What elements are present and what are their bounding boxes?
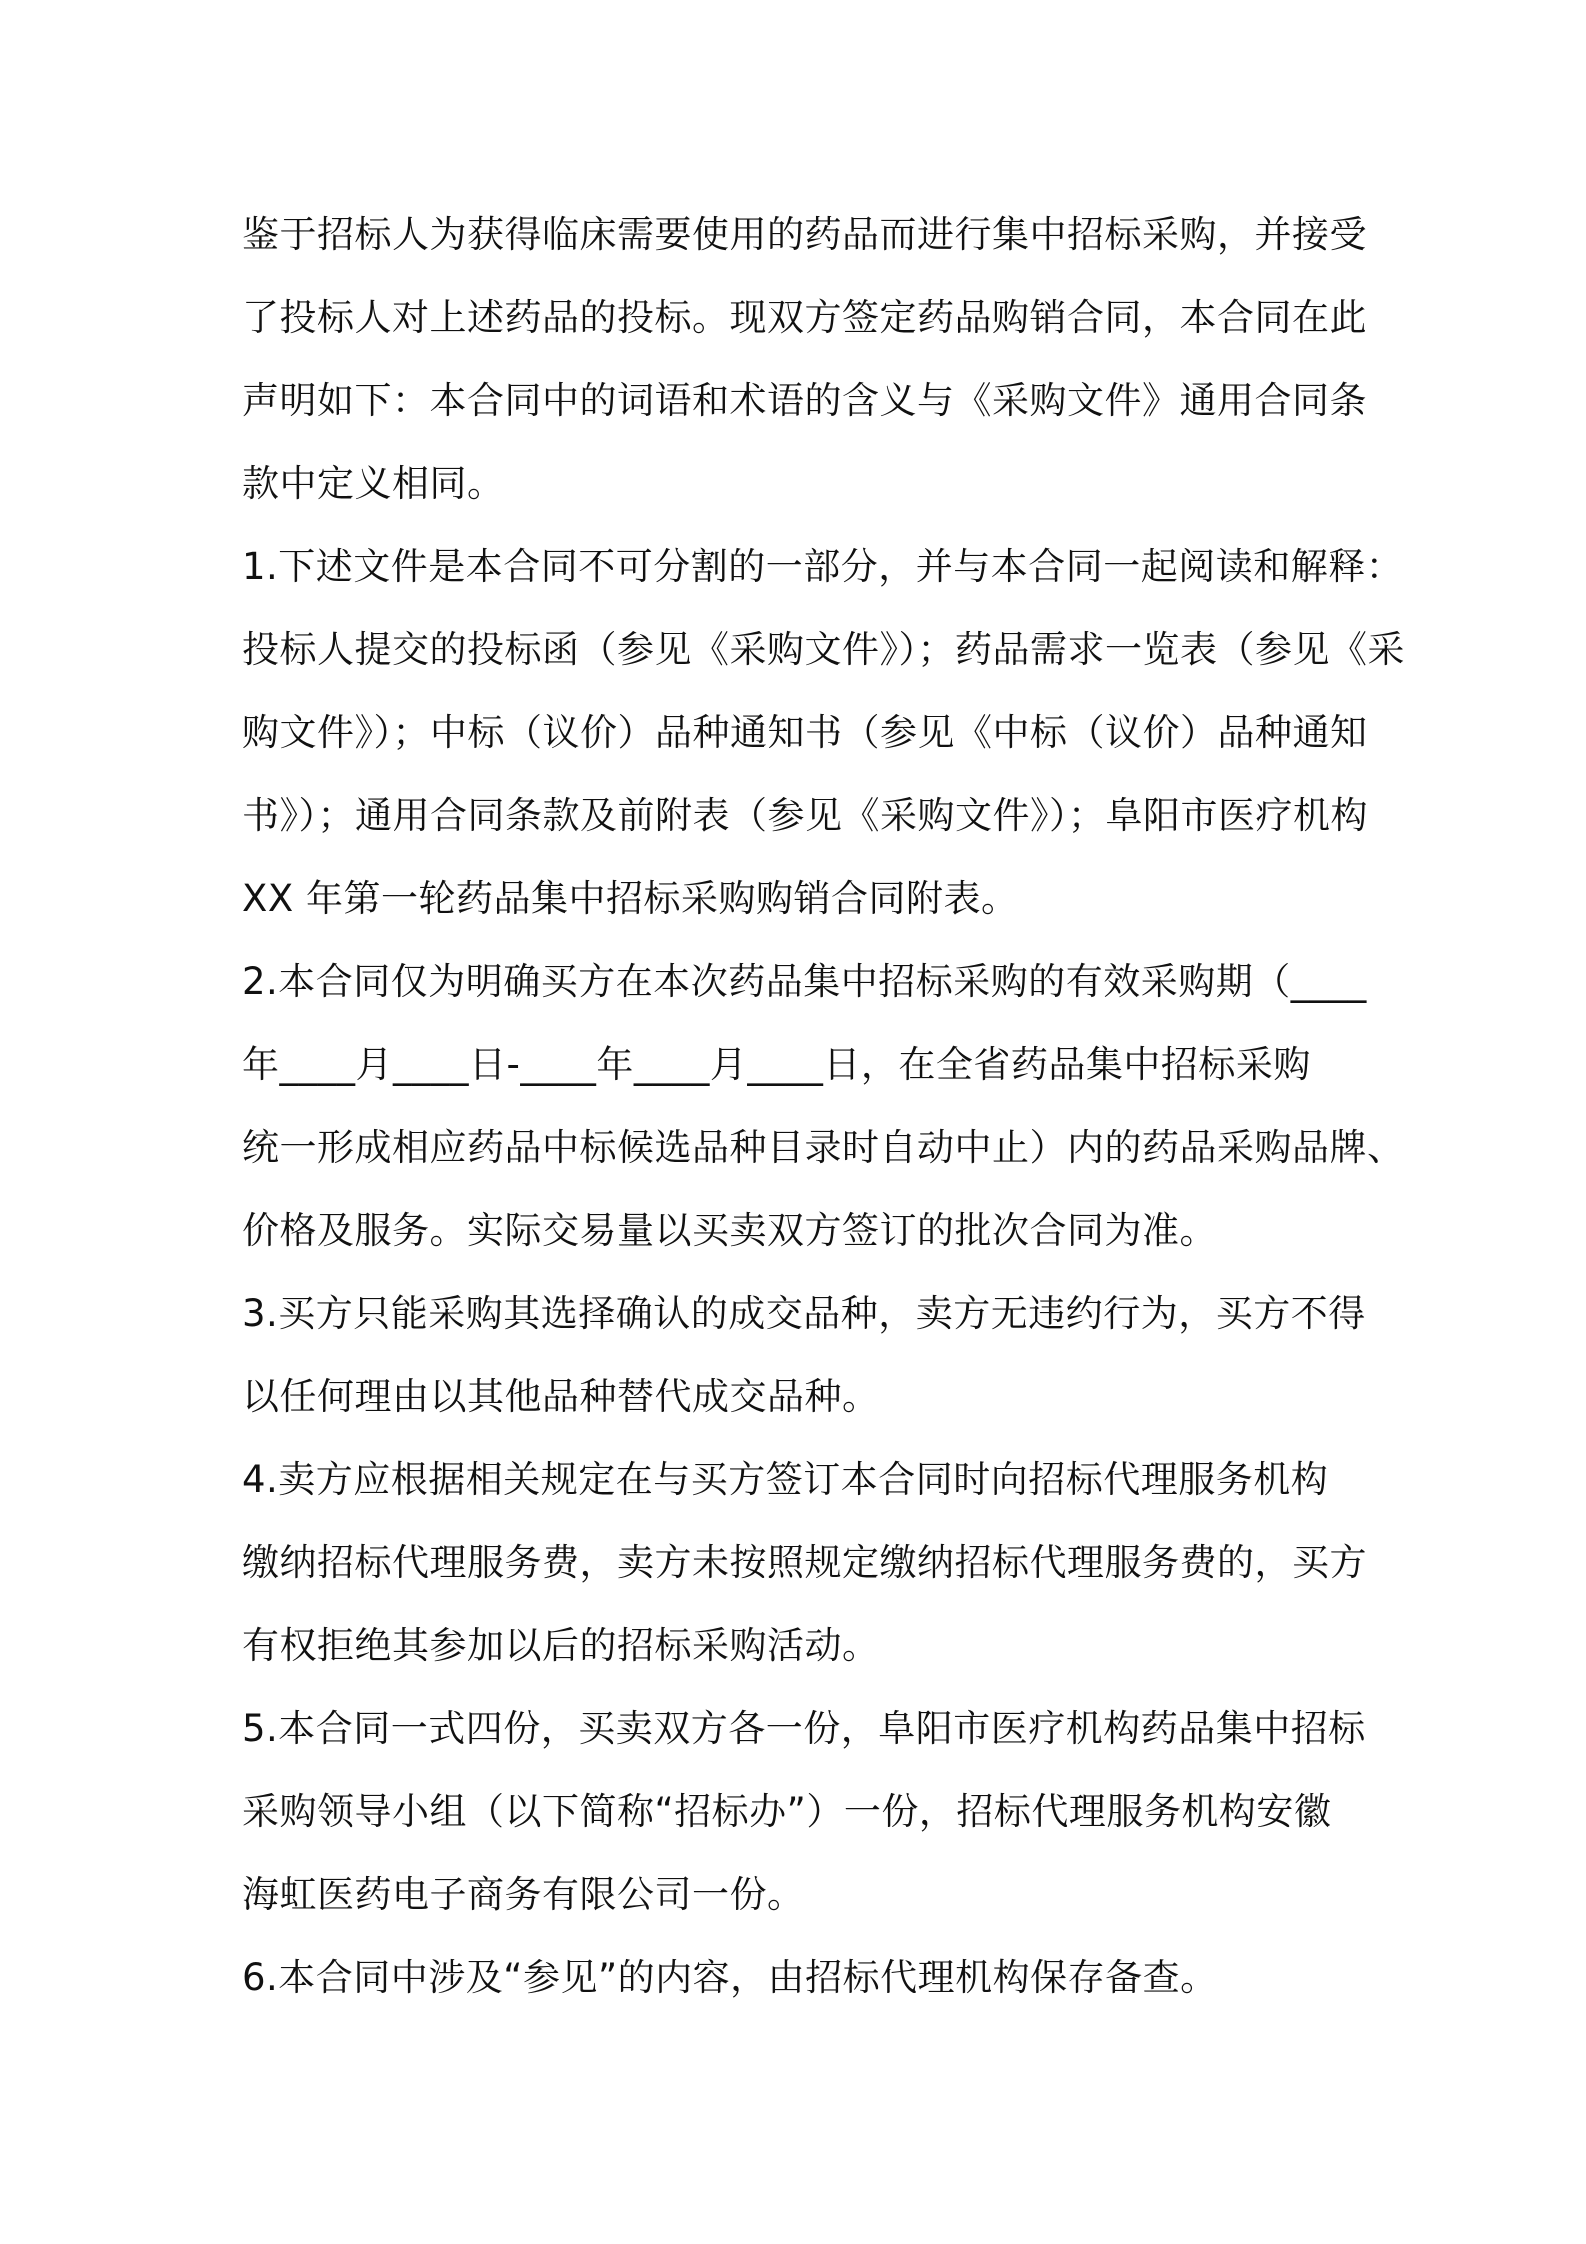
text-line: 投标人提交的投标函（参见《采购文件》）；药品需求一览表（参见《采: [242, 628, 1405, 671]
paragraph-clause-5: [242, 1687, 1366, 1936]
text-line: 6.本合同中涉及“参见”的内容，由招标代理机构保存备查。: [242, 1956, 1218, 1999]
text-line: 海虹医药电子商务有限公司一份。: [242, 1873, 805, 1916]
text-line: 3.买方只能采购其选择确认的成交品种，卖方无违约行为，买方不得: [242, 1292, 1366, 1335]
text-line: 款中定义相同。: [242, 462, 505, 505]
paragraph-clause-4: [242, 1438, 1367, 1687]
text-line: 4.卖方应根据相关规定在与买方签订本合同时向招标代理服务机构: [242, 1458, 1329, 1501]
contract-body: [242, 193, 1405, 2019]
text-line: 鉴于招标人为获得临床需要使用的药品而进行集中招标采购，并接受: [242, 213, 1367, 256]
paragraph-preamble: [242, 193, 1367, 525]
text-line: 有权拒绝其参加以后的招标采购活动。: [242, 1624, 880, 1667]
text-line: 1.下述文件是本合同不可分割的一部分，并与本合同一起阅读和解释：: [242, 545, 1404, 588]
text-line: 以任何理由以其他品种替代成交品种。: [242, 1375, 880, 1418]
text-line: XX 年第一轮药品集中招标采购购销合同附表。: [242, 877, 1019, 920]
text-line: 购文件》）；中标（议价）品种通知书（参见《中标（议价）品种通知: [242, 711, 1368, 754]
text-line: 书》）；通用合同条款及前附表（参见《采购文件》）；阜阳市医疗机构: [242, 794, 1368, 837]
text-line: 采购领导小组（以下简称“招标办”）一份，招标代理服务机构安徽: [242, 1790, 1332, 1833]
text-line: 年____月____日-____年____月____日，在全省药品集中招标采购: [242, 1043, 1311, 1086]
paragraph-clause-2: [242, 940, 1405, 1272]
paragraph-clause-1: [242, 525, 1405, 940]
text-line: 统一形成相应药品中标候选品种目录时自动中止）内的药品采购品牌、: [242, 1126, 1405, 1169]
paragraph-clause-6: [242, 1936, 1362, 2019]
text-line: 价格及服务。实际交易量以买卖双方签订的批次合同为准。: [242, 1209, 1217, 1252]
paragraph-clause-3: [242, 1272, 1366, 1438]
text-line: 缴纳招标代理服务费，卖方未按照规定缴纳招标代理服务费的，买方: [242, 1541, 1367, 1584]
text-line: 声明如下：本合同中的词语和术语的含义与《采购文件》通用合同条: [242, 379, 1367, 422]
text-line: 了投标人对上述药品的投标。现双方签定药品购销合同，本合同在此: [242, 296, 1367, 339]
text-line: 5.本合同一式四份，买卖双方各一份，阜阳市医疗机构药品集中招标: [242, 1707, 1366, 1750]
text-line: 2.本合同仅为明确买方在本次药品集中招标采购的有效采购期（____: [242, 960, 1367, 1003]
